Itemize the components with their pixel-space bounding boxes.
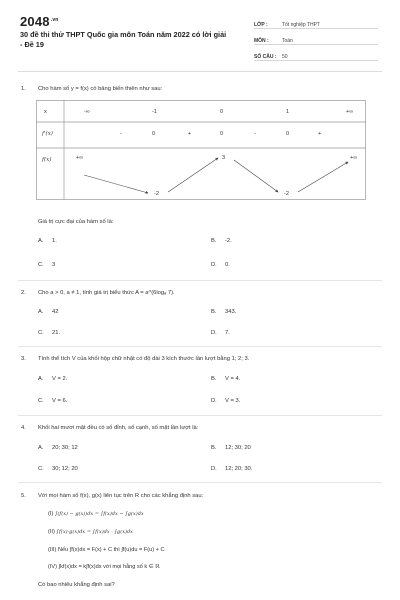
logo-text: 2048 [20,14,50,29]
question-prompt: Có bao nhiêu khẳng định sai? [38,582,115,588]
option-d[interactable] [211,330,230,336]
option-label: B. [211,445,217,451]
statement-text: Nếu ∫f(x)dx = F(x) + C thì ∫f(u)du = F(u) + C [57,547,165,553]
question-number: 1. [21,86,26,92]
option-text: 20; 30; 12 [52,445,78,451]
option-b[interactable] [211,238,232,244]
statement-label: (IV) [48,564,58,570]
statement-text: ∫kf(x)dx = k∫f(x)dx với mọi hằng số k ∈ ℝ [58,564,160,570]
row-label-fprime: f'(x) [42,131,53,137]
meta-key: MÔN : [254,38,269,44]
option-text: 12; 30; 20 [225,445,251,451]
option-label: A. [38,238,44,244]
option-d[interactable] [211,466,252,472]
statement-4 [48,564,160,570]
option-d[interactable] [211,262,230,268]
fprime-value: 0 [220,131,224,137]
option-text: V = 4. [225,376,241,382]
f-value: +∞ [76,155,84,161]
option-label: D. [211,262,217,268]
fprime-sign: + [188,131,192,137]
question-stem: Cho hàm số y = f(x) có bảng biến thiên như sau: [38,86,163,92]
option-d[interactable] [211,398,240,404]
header-divider [18,71,382,72]
statement-1 [48,511,144,517]
question-stem: Tính thể tích V của khối hộp chữ nhật có độ dài 3 kích thước lần lượt bằng 1; 2; 3. [38,356,250,362]
option-text: 42 [52,309,59,315]
option-label: D. [211,466,217,472]
x-value: -1 [152,109,157,115]
meta-key: LỚP : [254,22,268,28]
option-text: V = 2. [52,376,68,382]
option-label: D. [211,330,217,336]
x-value: -∞ [84,109,90,115]
statement-label: (I) [48,511,54,517]
statement-label: (II) [48,529,55,535]
meta-value: 50 [282,54,288,60]
arrow-down-1 [84,175,148,193]
variation-table [36,100,396,200]
question-number: 5. [21,493,26,499]
option-c[interactable] [38,262,55,268]
statement-2 [48,529,133,535]
option-label: A. [38,309,44,315]
page-header [0,0,400,66]
question-divider [18,415,382,416]
f-value: -2 [154,191,159,197]
option-c[interactable] [38,398,67,404]
x-value: +∞ [346,109,354,115]
x-value: 1 [286,109,290,115]
option-a[interactable] [38,376,67,382]
question-divider [18,346,382,347]
option-text: 3 [52,262,56,268]
f-value: 3 [222,155,226,161]
option-c[interactable] [38,330,60,336]
meta-row-subject [254,29,378,45]
question-prompt: Giá trị cực đại của hàm số là: [38,219,114,225]
arrow-up-1 [168,158,218,192]
meta-row-count [254,45,378,61]
option-text: 12; 20; 30. [225,466,253,472]
statement-label: (III) [48,547,57,553]
option-text: V = 6. [52,398,68,404]
option-b[interactable] [211,445,251,451]
meta-key: SỐ CÂU : [254,54,277,60]
meta-value: Toán [282,38,293,44]
question-stem: Cho a > 0, a ≠ 1, tính giá trị biểu thức A = a^(6logₐ 7). [38,290,175,296]
option-a[interactable] [38,309,58,315]
row-label-x: x [44,109,47,115]
option-label: B. [211,309,217,315]
question-stem: Khối hai mươi mặt đều có số đỉnh, số cạnh, số mặt lần lượt là: [38,425,199,431]
option-text: 343. [225,309,237,315]
option-b[interactable] [211,376,240,382]
option-label: B. [211,376,217,382]
question-number: 4. [21,425,26,431]
statement-text: ∫f(x)·g(x)dx = ∫f(x)dx · ∫g(x)dx [56,529,133,535]
option-b[interactable] [211,309,236,315]
arrow-up-2 [298,162,348,192]
f-value: -2 [284,191,289,197]
fprime-value: 0 [286,131,290,137]
option-text: V = 3. [225,398,241,404]
exam-title: 30 đề thi thử THPT Quốc gia môn Toán năm 2022 có lời giải - Đề 19 [20,30,227,49]
question-number: 2. [21,290,26,296]
meta-row-class [254,13,378,29]
option-label: A. [38,376,44,382]
option-label: A. [38,445,44,451]
meta-value: Tốt nghiệp THPT [282,22,320,28]
row-label-f: f(x) [42,157,52,163]
option-label: C. [38,398,44,404]
variation-table-grid [36,100,366,200]
option-label: B. [211,238,217,244]
x-value: 0 [220,109,224,115]
f-value: +∞ [350,155,358,161]
statement-text: ∫(f(x) − g(x))dx = ∫f(x)dx − ∫g(x)dx [54,511,144,517]
site-logo[interactable] [20,14,59,29]
option-text: 1. [52,238,57,244]
exam-meta [254,13,378,61]
question-divider [18,280,382,281]
option-c[interactable] [38,466,78,472]
option-text: 0. [225,262,230,268]
arrow-down-2 [234,160,278,192]
option-a[interactable] [38,445,78,451]
option-label: C. [38,466,44,472]
option-label: C. [38,262,44,268]
question-number: 3. [21,356,26,362]
fprime-sign: - [120,131,122,137]
question-stem: Với mọi hàm số f(x), g(x) liên tục trên R cho các khẳng định sau: [38,493,204,499]
option-text: 30; 12; 20 [52,466,78,472]
fprime-sign: - [254,131,256,137]
statement-3 [48,547,165,553]
question-divider [18,482,382,483]
option-text: -2. [225,238,232,244]
option-text: 7. [225,330,230,336]
fprime-value: 0 [152,131,156,137]
option-text: 21. [52,330,61,336]
option-label: C. [38,330,44,336]
option-a[interactable] [38,238,57,244]
option-label: D. [211,398,217,404]
fprime-sign: + [318,131,322,137]
logo-suffix: .vn [50,16,59,23]
